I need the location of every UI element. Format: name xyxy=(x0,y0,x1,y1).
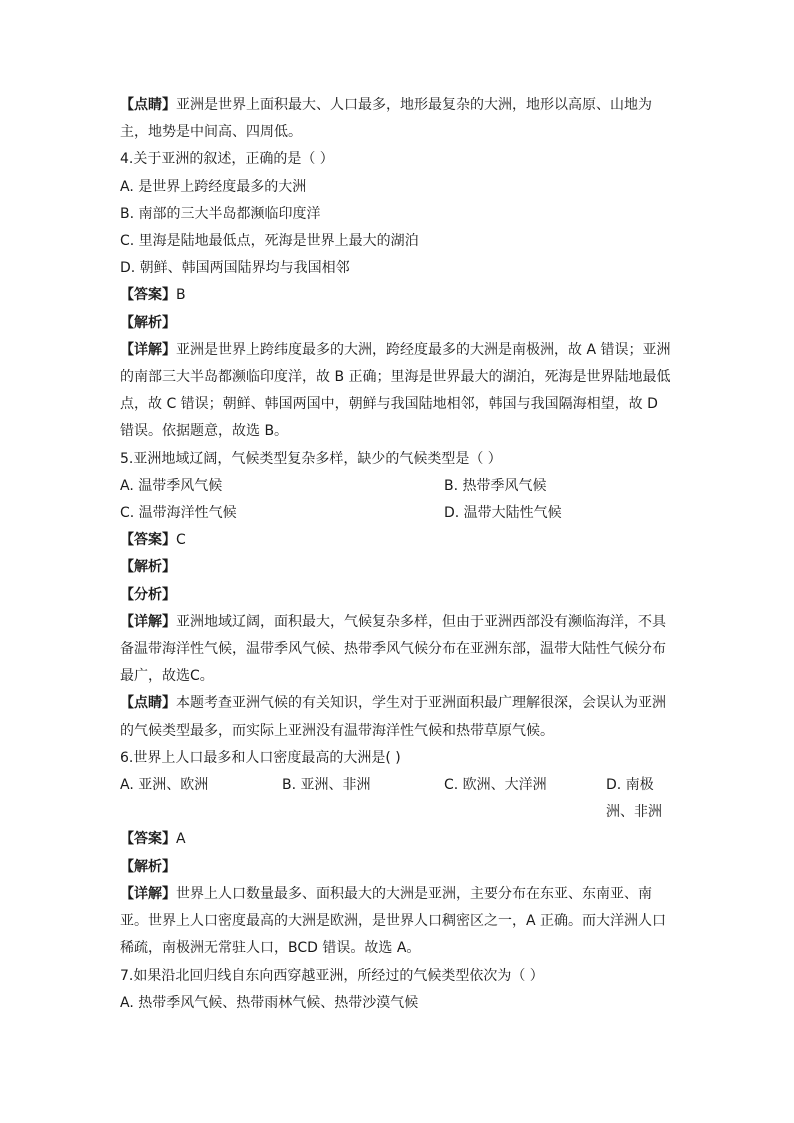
q5-explanation xyxy=(120,609,676,691)
note-paragraph xyxy=(120,92,676,146)
note-text: 本题考查亚洲气候的有关知识，学生对于亚洲面积最广理解很深，会误认为亚洲的气候类型最多，而实际上亚洲没有温带海洋性气候和热带草原气候。 xyxy=(120,695,666,739)
question-4: 4.关于亚洲的叙述，正确的是（ ） xyxy=(120,151,334,168)
answer-tag: 【答案】 xyxy=(120,532,176,549)
q5-breakdown-label xyxy=(120,582,676,609)
explanation-tag: 【详解】 xyxy=(120,885,176,902)
q6-option-b: B. 亚洲、非洲 xyxy=(282,777,371,794)
analysis-tag: 【解析】 xyxy=(120,559,176,576)
explanation-text: 亚洲地域辽阔，面积最大，气候复杂多样，但由于亚洲西部没有濒临海洋，不具备温带海洋性气候，温带季风气候、热带季风气候分布在亚洲东部，温带大陆性气候分布最广，故选C。 xyxy=(120,613,666,685)
answer-value: B xyxy=(176,287,186,304)
q6-analysis-label xyxy=(120,854,676,881)
note-tag: 【点睛】 xyxy=(120,97,176,113)
q4-option-a: A. 是世界上跨经度最多的大洲 xyxy=(120,178,307,195)
q6-explanation xyxy=(120,881,676,963)
q5-options-row-1 xyxy=(120,473,676,500)
question-7: 7.如果沿北回归线自东向西穿越亚洲，所经过的气候类型依次为（ ） xyxy=(120,967,544,984)
question-5: 5.亚洲地域辽阔，气候类型复杂多样，缺少的气候类型是（ ） xyxy=(120,450,502,467)
q5-option-b: B. 热带季风气候 xyxy=(444,477,547,494)
answer-tag: 【答案】 xyxy=(120,831,176,848)
q6-option-c: C. 欧洲、大洋洲 xyxy=(444,777,547,794)
q5-answer xyxy=(120,527,676,554)
answer-value: C xyxy=(176,532,186,549)
q5-options-row-2 xyxy=(120,500,676,527)
q6-option-a: A. 亚洲、欧洲 xyxy=(120,777,209,794)
answer-tag: 【答案】 xyxy=(120,287,176,304)
q5-note xyxy=(120,690,676,744)
q6-option-d: D. 南极洲、非洲 xyxy=(606,777,662,821)
q5-option-d: D. 温带大陆性气候 xyxy=(444,505,562,522)
q4-option-c: C. 里海是陆地最低点，死海是世界上最大的湖泊 xyxy=(120,233,419,250)
q6-options-row xyxy=(120,772,676,826)
question-6: 6.世界上人口最多和人口密度最高的大洲是( ) xyxy=(120,749,401,766)
q7-option-a: A. 热带季风气候、热带雨林气候、热带沙漠气候 xyxy=(120,994,419,1011)
q5-option-c: C. 温带海洋性气候 xyxy=(120,505,237,522)
analysis-tag: 【解析】 xyxy=(120,314,176,331)
analysis-tag: 【解析】 xyxy=(120,858,176,875)
note-text: 亚洲是世界上面积最大、人口最多，地形最复杂的大洲，地形以高原、山地为主，地势是中间高、四周低。 xyxy=(120,97,652,141)
explanation-text: 亚洲是世界上跨纬度最多的大洲，跨经度最多的大洲是南极洲，故 A 错误；亚洲的南部三大半岛都濒临印度洋，故 B 正确；里海是世界最大的湖泊，死海是世界陆地最低点，故 C 错误；朝鲜、韩国两国中，朝鲜与我国陆地相邻，韩国与我国隔海相望，故 D 错误。依据题意，故选 B。 xyxy=(120,341,671,440)
q4-answer xyxy=(120,282,676,309)
explanation-tag: 【详解】 xyxy=(120,341,176,358)
q4-option-d: D. 朝鲜、韩国两国陆界均与我国相邻 xyxy=(120,260,350,277)
document-body xyxy=(120,92,676,1017)
q4-explanation xyxy=(120,337,676,446)
explanation-tag: 【详解】 xyxy=(120,613,176,630)
q5-option-a: A. 温带季风气候 xyxy=(120,477,223,494)
note-tag: 【点睛】 xyxy=(120,695,176,712)
q6-answer xyxy=(120,826,676,853)
q4-option-b: B. 南部的三大半岛都濒临印度洋 xyxy=(120,205,321,222)
explanation-text: 世界上人口数量最多、面积最大的大洲是亚洲，主要分布在东亚、东南亚、南亚。世界上人口密度最高的大洲是欧洲，是世界人口稠密区之一，A 正确。而大洋洲人口稀疏，南极洲无常驻人口，BCD 错误。故选 A。 xyxy=(120,885,667,957)
q4-analysis-label xyxy=(120,310,676,337)
q5-analysis-label xyxy=(120,554,676,581)
answer-value: A xyxy=(176,831,186,848)
breakdown-tag: 【分析】 xyxy=(120,586,176,603)
